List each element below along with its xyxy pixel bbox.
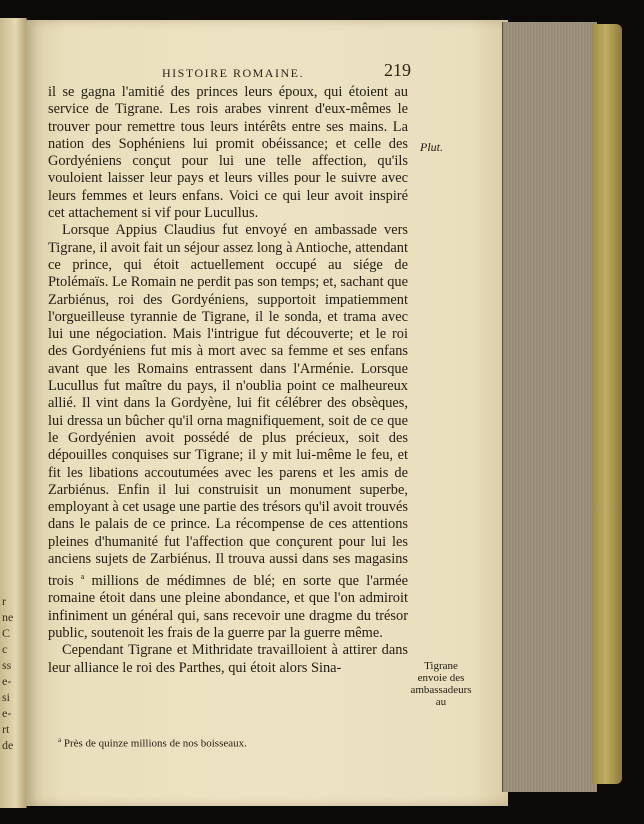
paragraph [48, 222, 408, 642]
facing-page-fragment: de [2, 738, 14, 752]
facing-page-fragment: rt [2, 722, 10, 736]
facing-page-fragment: ne [2, 610, 14, 624]
paragraph: il se gagna l'amitié des princes leurs époux, qui étoient au service de Tigrane. Les rois arabes vinrent d'eux-mêmes le trouver pour remettre tous leurs intérêts entre ses mains. La nation des Sophéniens lui promit obéissance; et celle des Gordyéniens conçut pour lui une telle affection, qu'ils vouloient laisser leur pays et leurs villes pour le suivre avec leurs femmes et leurs enfans. Voici ce qui leur avoit inspiré cet attachement si vif pour Lucullus. [48, 84, 408, 222]
body-text [48, 84, 408, 677]
facing-page-fragment: c [2, 642, 8, 656]
book-cover [592, 24, 622, 784]
margin-note-summary: Tigrane envoie des ambassadeurs au [410, 660, 472, 708]
paragraph-text: Lorsque Appius Claudius fut envoyé en ambassade vers Tigrane, il avoit fait un séjour assez long à Antioche, attendant ce prince, qui étoit actuellement occupé au siége de Ptolémaïs. Le Romain ne perdit pas son temps; et, sachant que Zarbiénus, roi des Gordyéniens, supportoit impatiemment l'orgueilleuse tyrannie de Tigrane, il le sonda, et trama avec lui une négociation. Mais l'intrigue fut découverte; et le roi des Gordyéniens fut mis à mort avec sa femme et ses enfans avant que les Romains entrassent dans l'Arménie. Lorsque Lucullus fut maître du pays, il n'oublia point ce malheureux allié. Il vint dans la Gordyène, lui fit célébrer des obsèques, lui dressa un bûcher qu'il orna magnifiquement, soit de ce que le Gordyénien avoit possédé de plus précieux, soit des dépouilles conquises sur Tigrane; il y mit lui-même le feu, et fit les libations accoutumées avec les parens et les amis de Zarbiénus. Enfin il lui construisit un monument superbe, employant à cet usage une partie des trésors qu'il avoit trouvés dans le palais de ce prince. La récompense de ces attentions pleines d'humanité fut l'affection que conçurent pour lui les anciens sujets de Zarbiénus. Il trouva aussi dans ses magasins trois [48, 222, 408, 590]
page-number: 219 [384, 60, 411, 80]
facing-page-edge [0, 18, 27, 808]
running-head: HISTOIRE ROMAINE. [162, 66, 304, 80]
facing-page-fragment: r [2, 594, 6, 608]
page-block-edges [502, 22, 597, 792]
facing-page-fragment: ss [2, 658, 12, 672]
footnote-marker: a [58, 736, 62, 744]
facing-page-fragment: C [2, 626, 11, 640]
paragraph-text: millions de médimnes de blé; en sorte que l'armée romaine étoit dans une pleine abondance, et que l'on admiroit infiniment un général qui, sans recevoir une dragme du trésor public, soutenoit les frais de la guerre par la guerre même. [48, 573, 408, 641]
footnote-ref: a [80, 572, 85, 582]
facing-page-fragment: e- [2, 706, 12, 720]
margin-note-source: Plut. [420, 140, 443, 154]
footnote-text: Près de quinze millions de nos boisseaux. [63, 737, 247, 750]
footnote [58, 736, 247, 750]
paragraph: Cependant Tigrane et Mithridate travailloient à attirer dans leur alliance le roi des Parthes, qui étoit alors Sina- [48, 642, 408, 676]
facing-page-fragment: si [2, 690, 11, 704]
facing-page-fragment: e- [2, 674, 12, 688]
